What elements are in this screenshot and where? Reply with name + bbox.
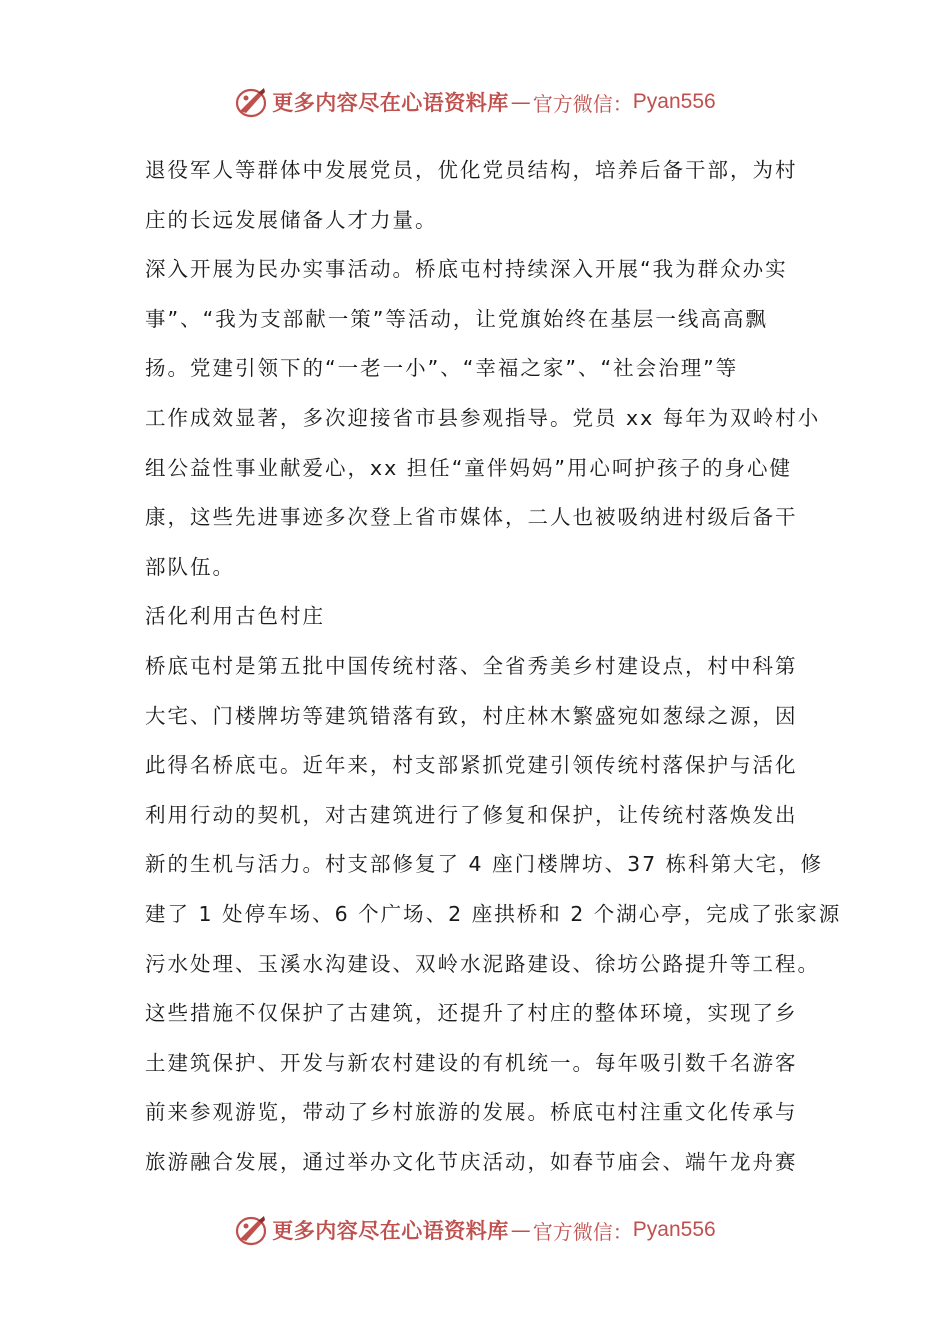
banner-wechat-label: 官方微信： [532,91,633,116]
body-line: 事”、“我为支部献一策”等活动，让党旗始终在基层一线高高飘 [145,306,768,331]
banner-dash: — [510,1218,531,1242]
body-line: 扬。党建引领下的“一老一小”、“幸福之家”、“社会治理”等 [145,356,739,381]
body-line: 污水处理、玉溪水沟建设、双岭水泥路建设、徐坊公路提升等工程。 [145,951,820,976]
body-line: 深入开展为民办实事活动。桥底屯村持续深入开展“我为群众办实 [145,257,788,282]
body-line: 利用行动的契机，对古建筑进行了修复和保护，让传统村落焕发出 [145,802,798,827]
body-line: 桥底屯村是第五批中国传统村落、全省秀美乡村建设点，村中科第 [145,653,798,678]
banner-wechat-id: Pyan556 [632,1218,716,1241]
banner-wechat-label: 官方微信： [532,1219,633,1244]
pen-logo-icon [234,85,268,119]
banner-wechat-id: Pyan556 [632,90,716,113]
body-line: 部队伍。 [145,554,235,579]
body-line: 此得名桥底屯。近年来，村支部紧抓党建引领传统村落保护与活化 [145,753,798,778]
document-body [145,150,842,1191]
footer-banner [0,1210,950,1250]
header-banner [0,82,950,122]
section-heading: 活化利用古色村庄 [145,604,325,629]
banner-main-text: 更多内容尽在心语资料库 [272,1218,509,1243]
banner-dash: — [510,90,531,114]
body-line: 前来参观游览，带动了乡村旅游的发展。桥底屯村注重文化传承与 [145,1100,798,1125]
body-line: 工作成效显著，多次迎接省市县参观指导。党员 xx 每年为双岭村小 [145,405,821,430]
body-line: 庄的长远发展储备人才力量。 [145,207,438,232]
body-line: 新的生机与活力。村支部修复了 4 座门楼牌坊、37 栋科第大宅，修 [145,852,824,877]
body-line: 土建筑保护、开发与新农村建设的有机统一。每年吸引数千名游客 [145,1050,798,1075]
pen-logo-icon [234,1213,268,1247]
body-line: 大宅、门楼牌坊等建筑错落有致，村庄林木繁盛宛如葱绿之源，因 [145,703,798,728]
body-line: 康，这些先进事迹多次登上省市媒体，二人也被吸纳进村级后备干 [145,505,798,530]
body-line: 组公益性事业献爱心，xx 担任“童伴妈妈”用心呵护孩子的身心健 [145,455,793,480]
body-line: 旅游融合发展，通过举办文化节庆活动，如春节庙会、端午龙舟赛 [145,1149,798,1174]
banner-main-text: 更多内容尽在心语资料库 [272,90,509,115]
body-line: 这些措施不仅保护了古建筑，还提升了村庄的整体环境，实现了乡 [145,1001,798,1026]
body-line: 建了 1 处停车场、6 个广场、2 座拱桥和 2 个湖心亭，完成了张家源 [145,901,842,926]
body-line: 退役军人等群体中发展党员，优化党员结构，培养后备干部，为村 [145,158,798,182]
